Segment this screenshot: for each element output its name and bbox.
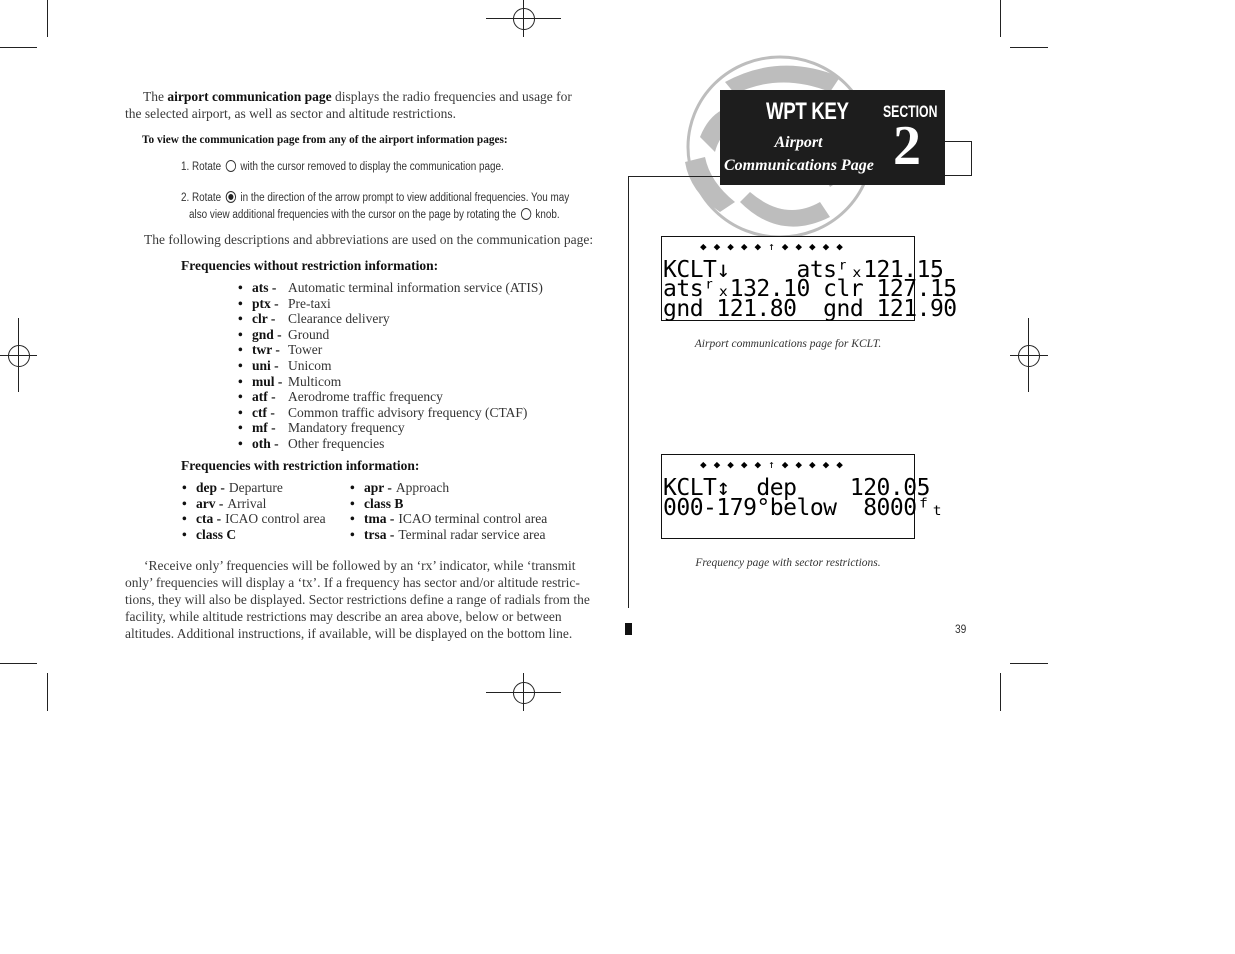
descriptions-intro: The following descriptions and abbreviations are used on the communication page: xyxy=(144,232,594,247)
list-item xyxy=(238,358,543,374)
bullet-icon: • xyxy=(238,326,243,342)
description: ICAO control area xyxy=(225,511,326,527)
description: Pre-taxi xyxy=(288,295,331,311)
banner-subtitle-1: Airport xyxy=(774,134,823,151)
description: ICAO terminal control area xyxy=(398,511,548,527)
abbreviation: oth - xyxy=(252,435,279,451)
term-airport-communication-page: airport communication page xyxy=(167,89,332,104)
abbreviation: apr - xyxy=(364,480,392,495)
description: Other frequencies xyxy=(288,435,385,451)
list-item xyxy=(238,342,543,358)
list-item xyxy=(238,374,543,390)
section-banner xyxy=(720,90,945,185)
bullet-icon: • xyxy=(238,357,243,373)
abbreviation: atf - xyxy=(252,389,276,405)
bullet-icon: • xyxy=(350,480,355,495)
intro-paragraph: The airport communication page displays the radio frequencies and usage for the selected airport, as well as sector and altitude restrictions. xyxy=(125,89,572,121)
description: Tower xyxy=(288,342,323,358)
list-item xyxy=(350,511,547,527)
list-item xyxy=(350,527,547,543)
bullet-icon: • xyxy=(238,404,243,420)
description: Common traffic advisory frequency (CTAF) xyxy=(288,404,528,420)
abbreviation: ats - xyxy=(252,280,277,295)
crop-mark xyxy=(0,47,37,48)
list-item xyxy=(182,511,326,527)
description: Automatic terminal information service (ATIS) xyxy=(288,280,543,295)
description: Approach xyxy=(395,480,450,495)
banner-title: WPT KEY xyxy=(766,98,849,125)
screen-line: KCLT↕ dep 120.05 xyxy=(663,475,930,501)
abbreviation: ptx - xyxy=(252,295,279,311)
abbreviation: twr - xyxy=(252,342,280,358)
scroll-dots-icon: ◆◆◆◆◆↑◆◆◆◆◆ xyxy=(700,240,850,253)
screen-line: 000-179°below 8000ᶠₜ xyxy=(663,495,944,521)
list-item xyxy=(182,527,326,543)
list-item xyxy=(238,311,543,327)
description: Unicom xyxy=(288,357,332,373)
scroll-dots-icon: ◆◆◆◆◆↑◆◆◆◆◆ xyxy=(700,458,850,471)
abbreviation: tma - xyxy=(364,511,395,527)
abbreviation: cta - xyxy=(196,511,222,527)
bullet-icon: • xyxy=(182,526,187,542)
list-item xyxy=(238,405,543,421)
screen1-caption: Airport communications page for KCLT. xyxy=(694,338,882,350)
list-item xyxy=(238,436,543,452)
abbreviation: class B xyxy=(364,495,404,511)
page-number: 39 xyxy=(955,622,967,636)
description: Departure xyxy=(228,480,283,495)
knob-icon xyxy=(226,160,236,172)
bullet-icon: • xyxy=(238,280,243,295)
screen-line: KCLT↓ atsʳₓ121.15 xyxy=(663,257,944,283)
bullet-icon: • xyxy=(350,495,355,511)
description: Multicom xyxy=(288,373,342,389)
bullet-icon: • xyxy=(238,420,243,436)
bullet-icon: • xyxy=(350,511,355,527)
crop-mark xyxy=(0,663,37,664)
section-rule xyxy=(628,176,720,177)
closing-paragraph: ‘Receive only’ frequencies will be followed by an ‘rx’ indicator, while ‘transmit only’ frequencies will display a ‘tx’. If a frequency has sector and/or altitude restric- tions, they will also be displayed. Sector restrictions define a range of radials from the facility, while altitude restrictions may describe an area above, below or between altitudes. Additional instructions, if available, will be displayed on the bottom line. xyxy=(125,558,590,641)
list-item xyxy=(238,280,543,296)
description: Clearance delivery xyxy=(288,311,390,327)
knob-filled-icon xyxy=(226,191,236,203)
abbreviation: arv - xyxy=(196,495,224,511)
step-2-continued: also view additional frequencies with the cursor on the page by rotating the knob. xyxy=(189,209,560,221)
bullet-icon: • xyxy=(350,526,355,542)
gps-screen-kclt xyxy=(661,236,957,322)
knob-icon xyxy=(521,208,531,220)
banner-subtitle-2: Communications Page xyxy=(724,157,874,174)
abbreviation: gnd - xyxy=(252,326,282,342)
list-item xyxy=(238,327,543,343)
crop-mark xyxy=(1000,673,1001,711)
section-tab-outline xyxy=(945,141,972,176)
instruction-heading: To view the communication page from any of the airport information pages: xyxy=(142,132,508,146)
no-restriction-list xyxy=(238,280,543,452)
restriction-list-left xyxy=(182,480,326,542)
abbreviation: clr - xyxy=(252,311,276,327)
description: Terminal radar service area xyxy=(398,526,546,542)
bullet-icon: • xyxy=(182,511,187,527)
section-label: SECTION xyxy=(883,102,938,121)
list-item xyxy=(182,496,326,512)
abbreviation: class C xyxy=(196,526,237,542)
abbreviation: trsa - xyxy=(364,526,395,542)
gps-screen-sector xyxy=(661,454,944,539)
list-item xyxy=(350,496,547,512)
abbreviation: ctf - xyxy=(252,404,275,420)
screen2-caption: Frequency page with sector restrictions. xyxy=(695,557,881,569)
list-item xyxy=(238,420,543,436)
bullet-icon: • xyxy=(238,295,243,311)
bullet-icon: • xyxy=(238,373,243,389)
bullet-icon: • xyxy=(238,389,243,405)
screen-line: gnd 121.80 gnd 121.90 xyxy=(663,296,957,322)
list-item xyxy=(238,296,543,312)
description: Ground xyxy=(288,326,330,342)
restriction-list-right xyxy=(350,480,547,542)
abbreviation: uni - xyxy=(252,357,279,373)
list-item xyxy=(350,480,547,496)
step-2: 2. Rotate in the direction of the arrow prompt to view additional frequencies. You may xyxy=(181,192,570,204)
no-restriction-heading: Frequencies without restriction information: xyxy=(181,258,439,273)
crop-mark xyxy=(47,0,48,37)
screen-line: atsʳₓ132.10 clr 127.15 xyxy=(663,276,957,302)
crop-mark xyxy=(47,673,48,711)
restriction-heading: Frequencies with restriction information: xyxy=(181,458,420,473)
bullet-icon: • xyxy=(182,495,187,511)
list-item xyxy=(238,389,543,405)
list-item xyxy=(182,480,326,496)
bullet-icon: • xyxy=(182,480,187,495)
section-number: 2 xyxy=(893,115,921,177)
crop-mark xyxy=(1010,47,1048,48)
description: Aerodrome traffic frequency xyxy=(288,389,443,405)
bullet-icon: • xyxy=(238,342,243,358)
bullet-icon: • xyxy=(238,435,243,451)
bullet-icon: • xyxy=(238,311,243,327)
section-rule xyxy=(628,176,629,608)
abbreviation: dep - xyxy=(196,480,225,495)
abbreviation: mf - xyxy=(252,420,276,436)
description: Arrival xyxy=(227,495,267,511)
crop-mark xyxy=(1010,663,1048,664)
description: Mandatory frequency xyxy=(288,420,405,436)
step-1: 1. Rotate with the cursor removed to display the communication page. xyxy=(181,161,504,173)
page-marker xyxy=(625,623,632,635)
abbreviation: mul - xyxy=(252,373,283,389)
crop-mark xyxy=(1000,0,1001,37)
